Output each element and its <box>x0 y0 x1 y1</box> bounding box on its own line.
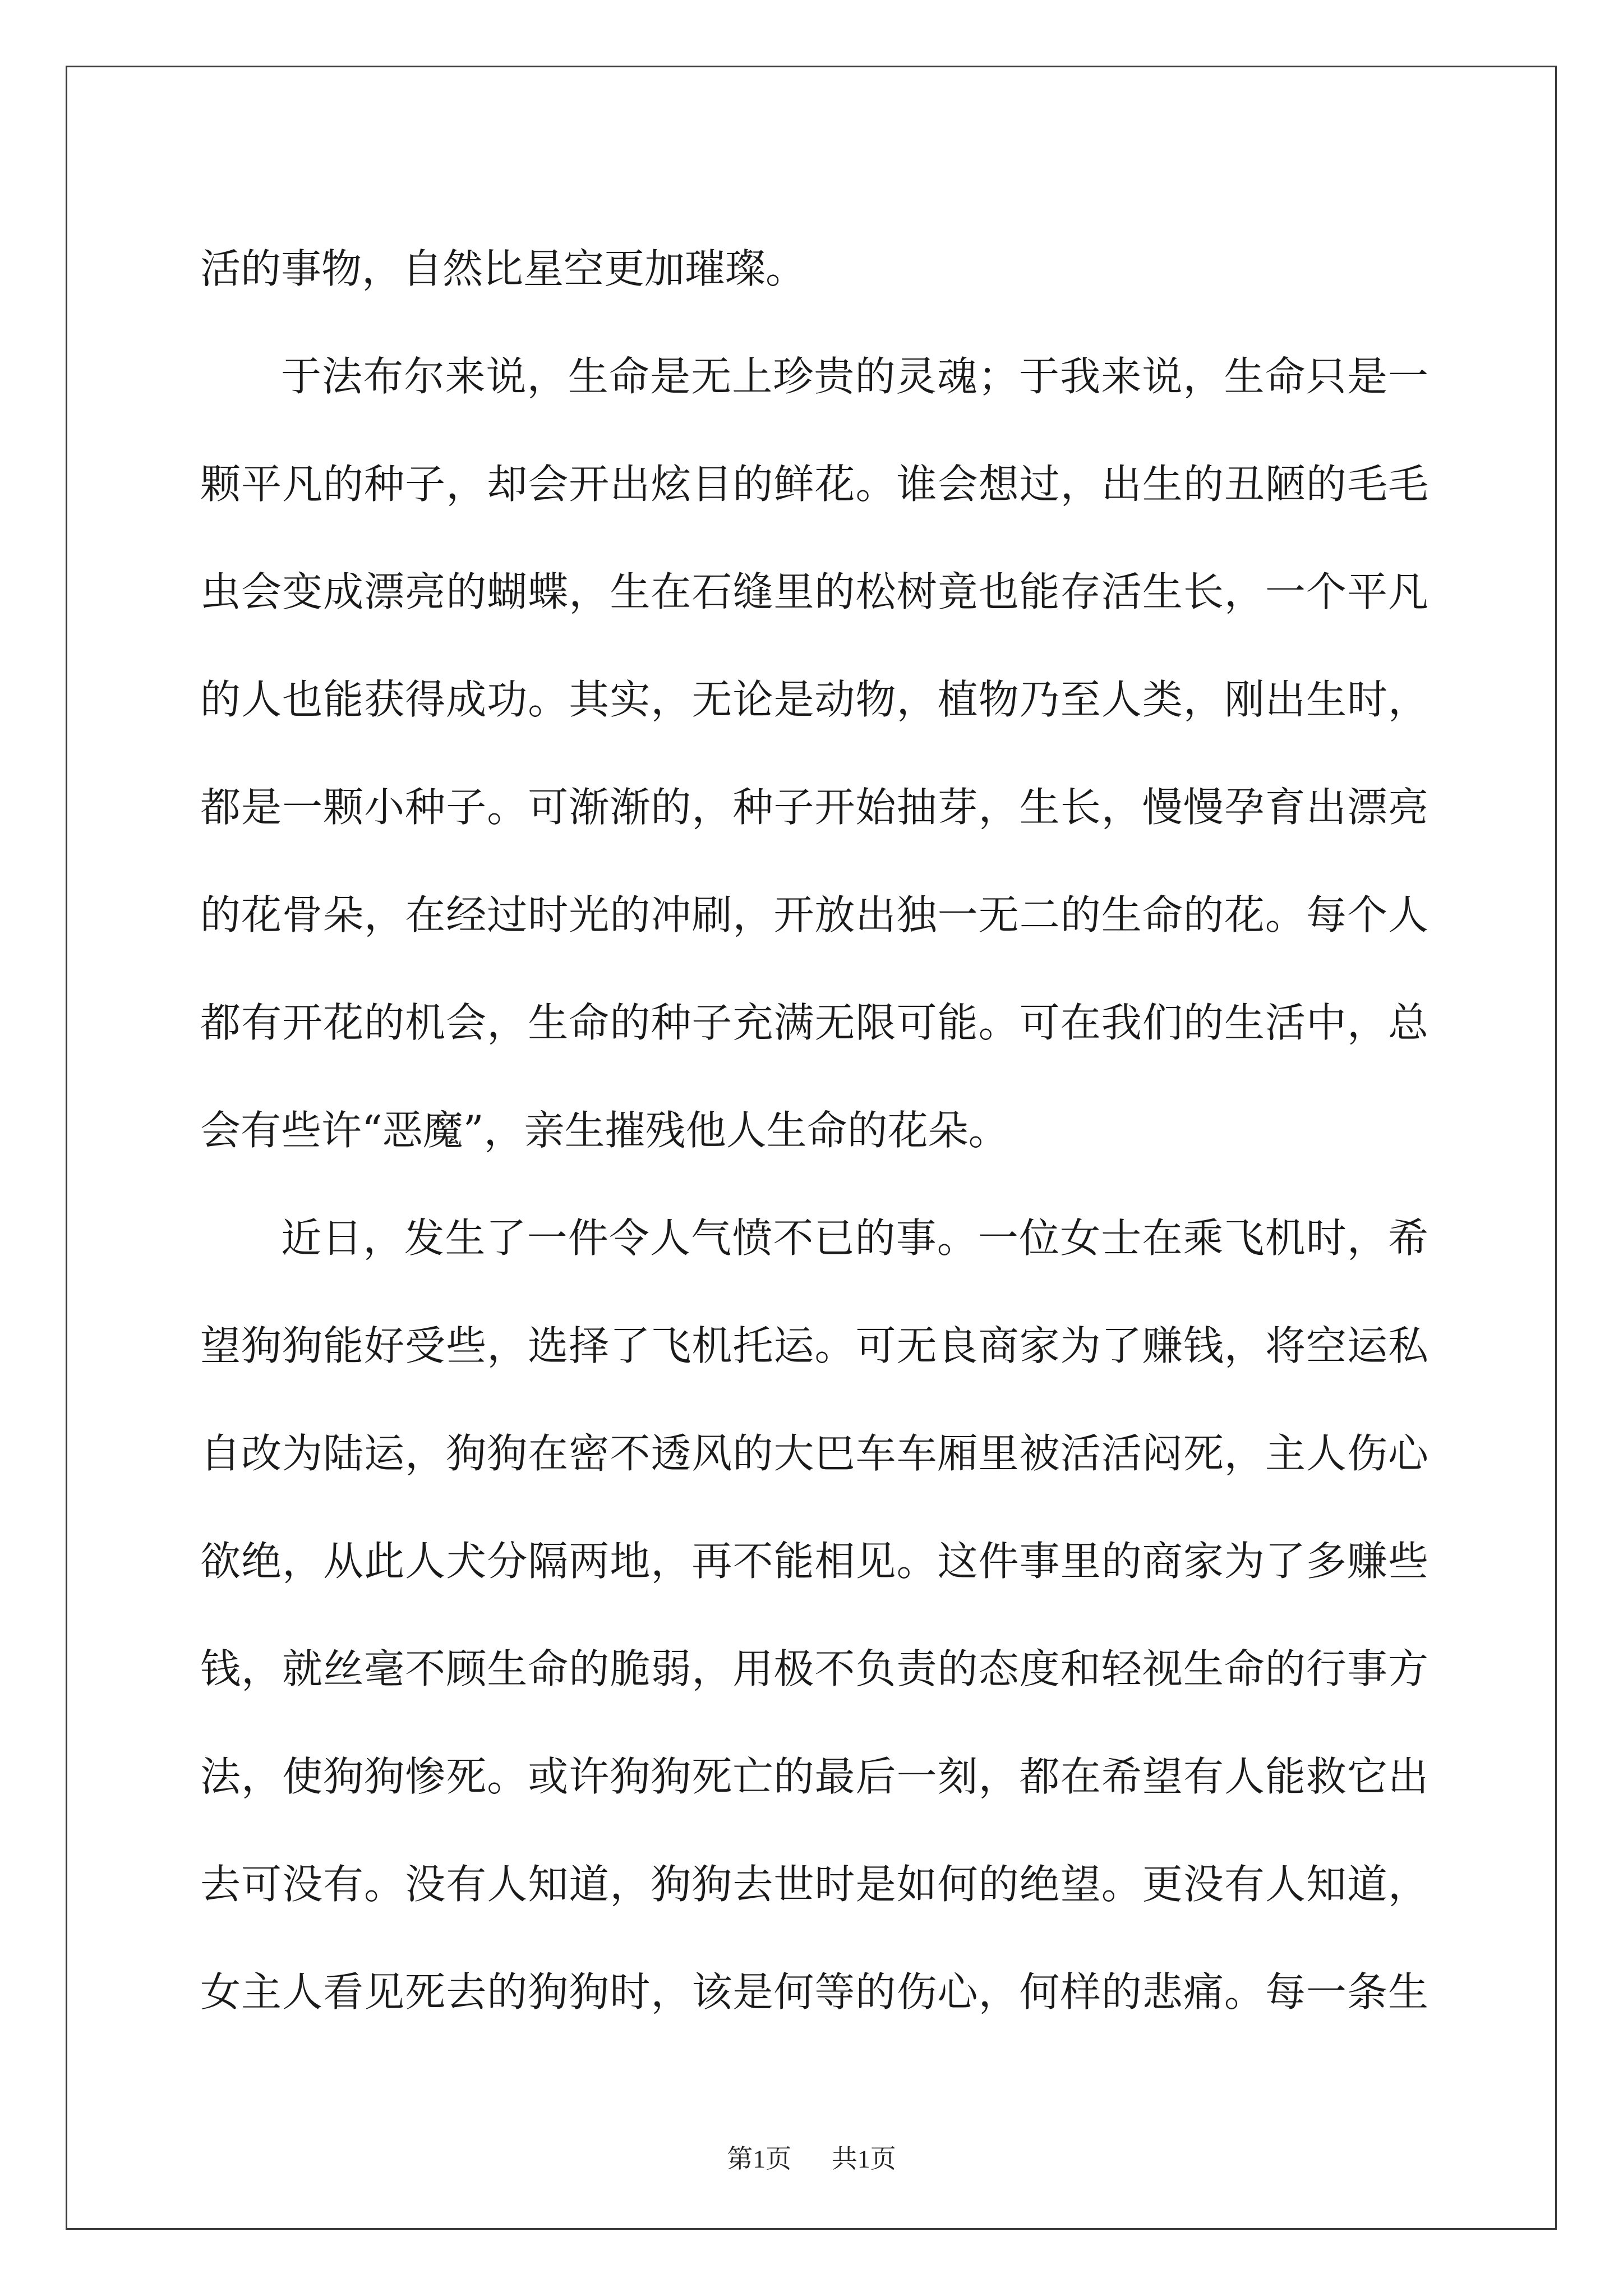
text-line: 近日，发生了一件令人气愤不已的事。一位女士在乘飞机时，希 <box>281 1214 1428 1262</box>
text-line: 望狗狗能好受些，选择了飞机托运。可无良商家为了赚钱，将空运私 <box>200 1322 1428 1369</box>
document-body <box>200 215 1428 2046</box>
text-line: 钱，就丝毫不顾生命的脆弱，用极不负责的态度和轻视生命的行事方 <box>200 1645 1428 1692</box>
text-line: 法，使狗狗惨死。或许狗狗死亡的最后一刻，都在希望有人能救它出 <box>200 1753 1428 1800</box>
text-line: 女主人看见死去的狗狗时，该是何等的伤心，何样的悲痛。每一条生 <box>200 1968 1428 2016</box>
page-number-total: 共1页 <box>831 2145 896 2173</box>
text-line: 于法布尔来说，生命是无上珍贵的灵魂；于我来说，生命只是一 <box>281 353 1428 400</box>
text-line: 虫会变成漂亮的蝴蝶，生在石缝里的松树竟也能存活生长，一个平凡 <box>200 568 1428 615</box>
text-line: 会有些许“恶魔”，亲生摧残他人生命的花朵。 <box>200 1107 1009 1154</box>
text-line: 活的事物，自然比星空更加璀璨。 <box>200 245 806 292</box>
text-line: 自改为陆运，狗狗在密不透风的大巴车车厢里被活活闷死，主人伤心 <box>200 1430 1428 1477</box>
text-line: 的人也能获得成功。其实，无论是动物，植物乃至人类，刚出生时， <box>200 676 1428 723</box>
text-line: 的花骨朵，在经过时光的冲刷，开放出独一无二的生命的花。每个人 <box>200 891 1428 938</box>
page-footer <box>0 2138 1623 2175</box>
text-line: 都是一颗小种子。可渐渐的，种子开始抽芽，生长，慢慢孕育出漂亮 <box>200 784 1428 831</box>
text-line: 去可没有。没有人知道，狗狗去世时是如何的绝望。更没有人知道， <box>200 1861 1428 1908</box>
text-line: 颗平凡的种子，却会开出炫目的鲜花。谁会想过，出生的丑陋的毛毛 <box>200 461 1428 508</box>
text-line: 都有开花的机会，生命的种子充满无限可能。可在我们的生活中，总 <box>200 999 1428 1046</box>
page-number-current: 第1页 <box>727 2145 792 2173</box>
text-line: 欲绝，从此人犬分隔两地，再不能相见。这件事里的商家为了多赚些 <box>200 1538 1428 1585</box>
